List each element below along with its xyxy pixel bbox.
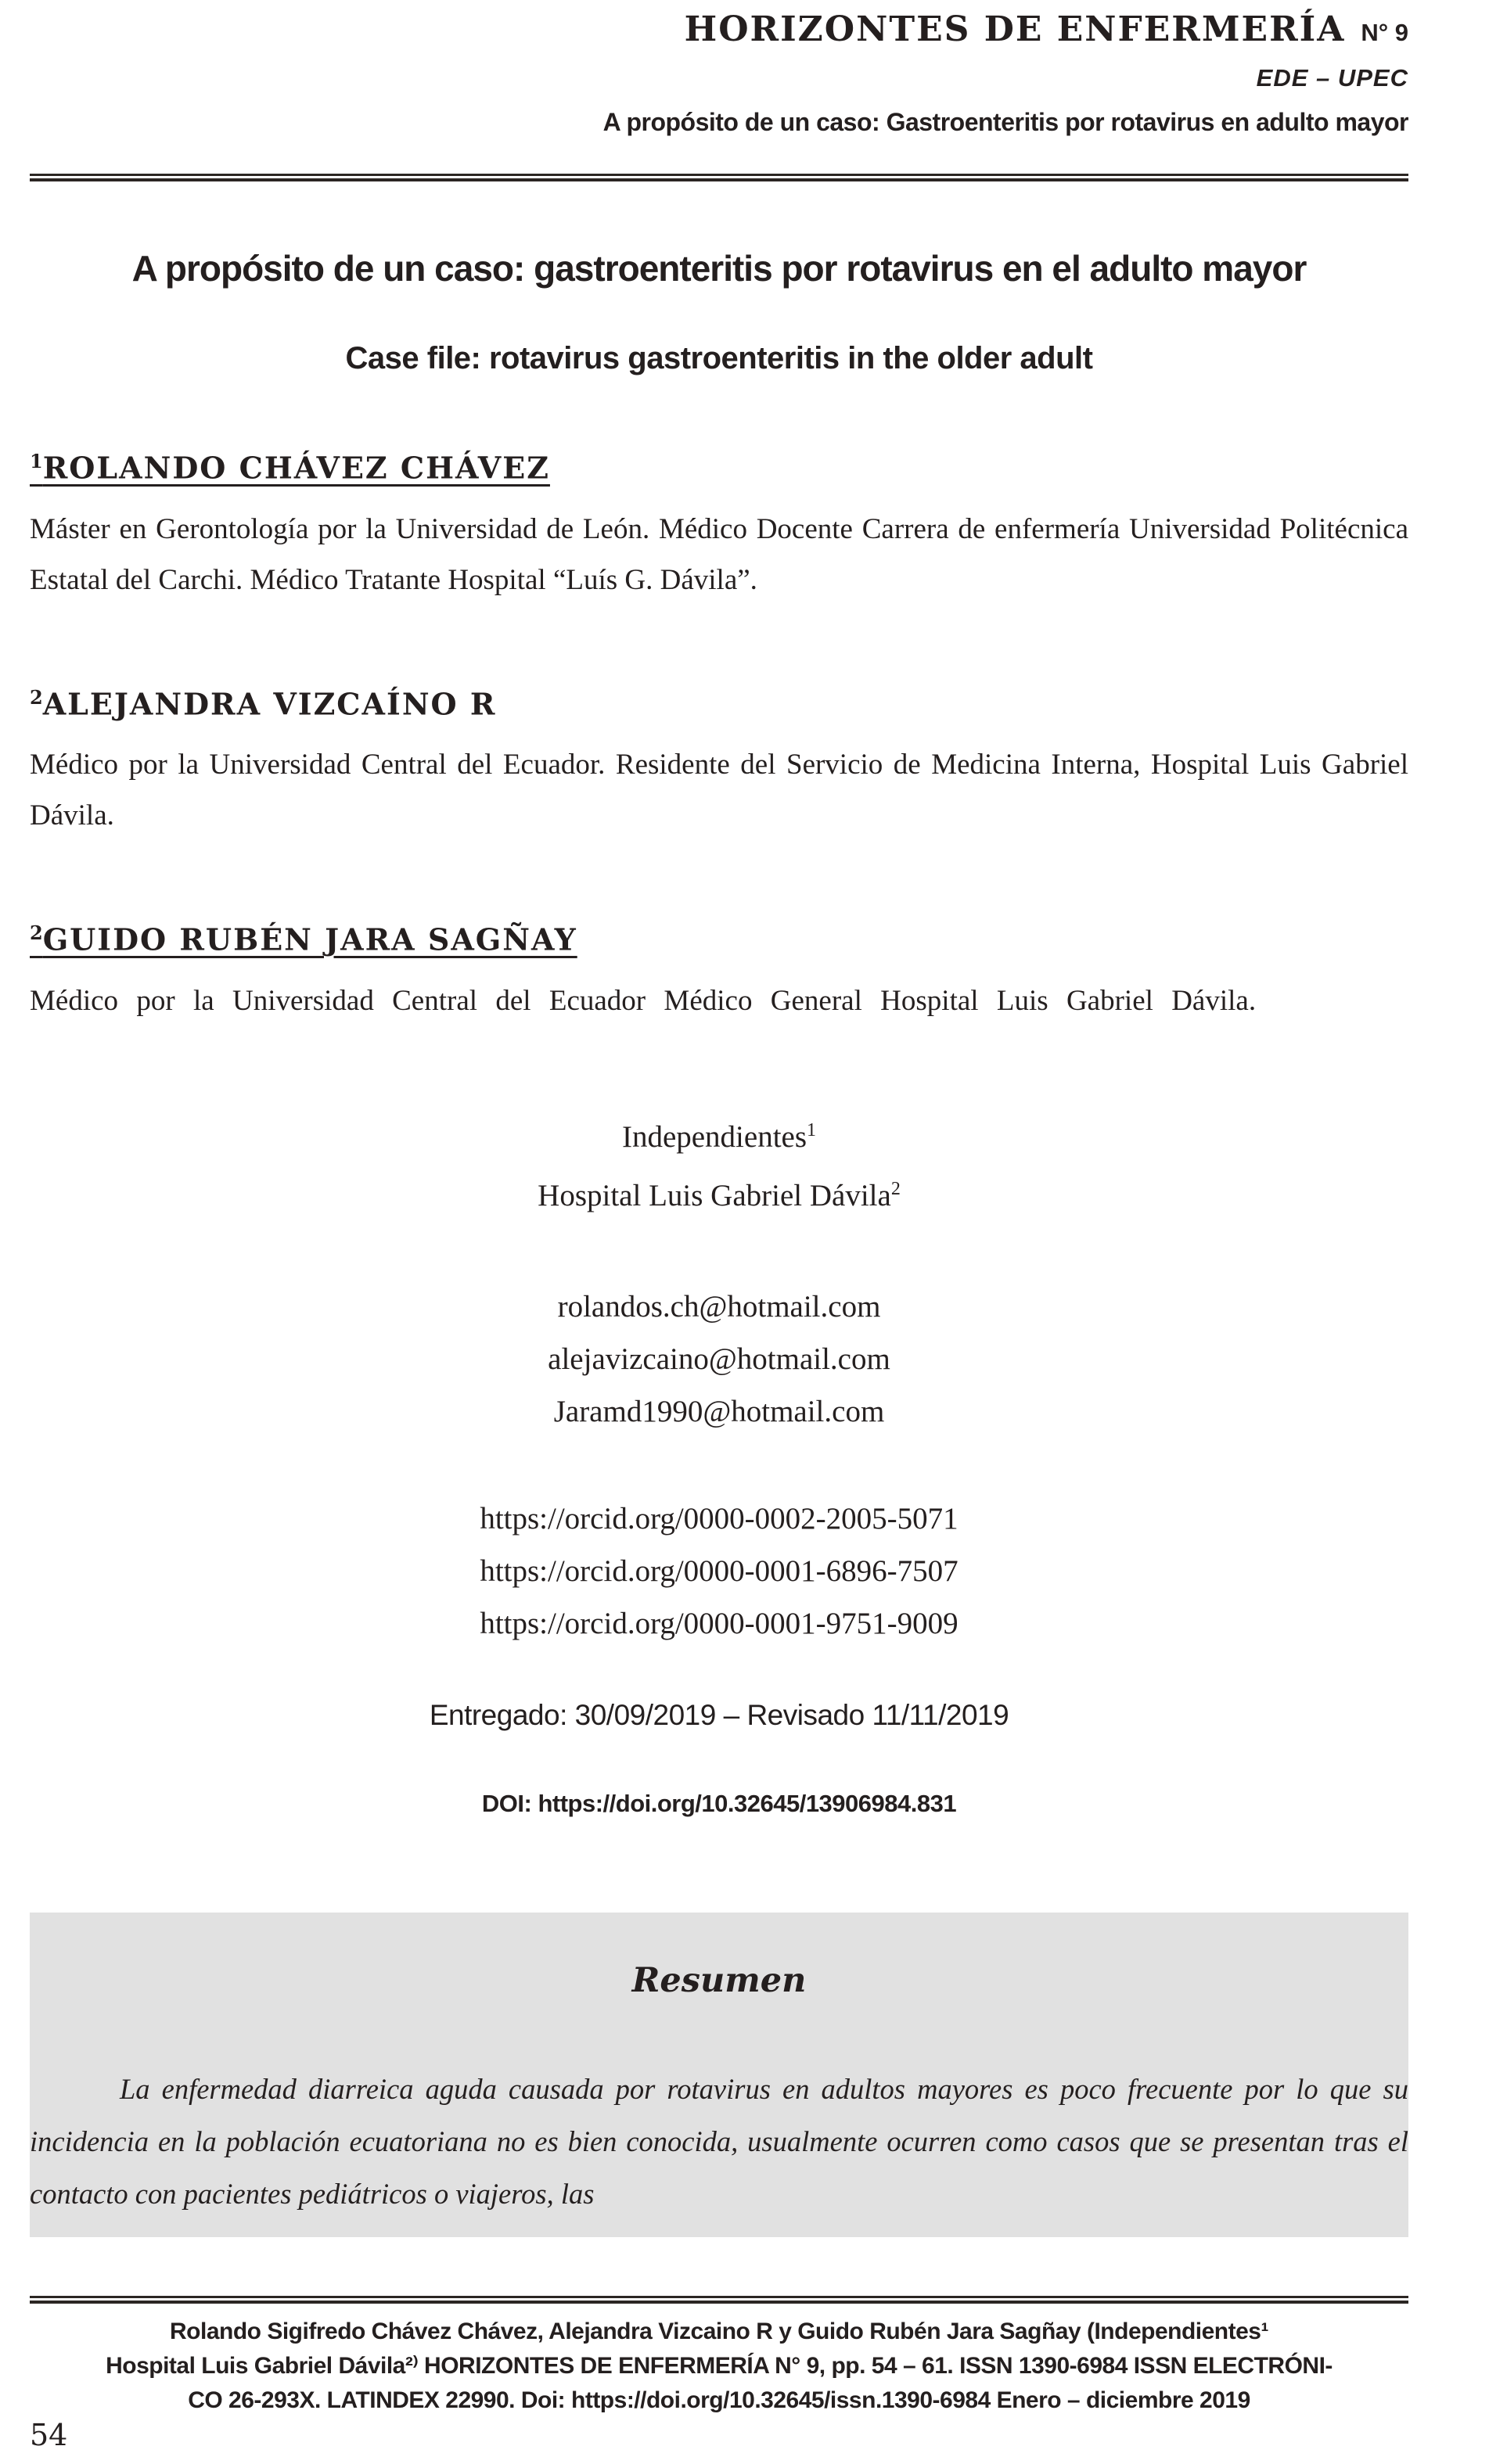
article-title-spanish: A propósito de un caso: gastroenteritis por rotavirus en el adulto mayor [131, 248, 1307, 289]
journal-organization: EDE – UPEC [1256, 64, 1408, 92]
doi-link[interactable]: DOI: https://doi.org/10.32645/13906984.831 [481, 1789, 957, 1817]
affiliation-line-1 [30, 1104, 1408, 1163]
author-bio-2: Médico por la Universidad Central del Ecuador. Residente del Servicio de Medicina Interna, Hospital Luis Gabriel Dávila. [30, 749, 1408, 832]
author-block-2 [30, 680, 1408, 842]
author-name-3 [30, 915, 1408, 958]
author-name-2 [30, 680, 1408, 723]
journal-title-line [30, 9, 1408, 58]
author-superscript-3: 2 [30, 921, 43, 945]
orcid-link-2[interactable]: https://orcid.org/0000-0001-6896-7507 [480, 1553, 958, 1588]
authors-section [30, 444, 1408, 1026]
author-superscript-1: 1 [30, 450, 43, 472]
submission-dates: Entregado: 30/09/2019 – Revisado 11/11/2019 [429, 1698, 1009, 1731]
author-name-text-1: ROLANDO CHÁVEZ CHÁVEZ [42, 450, 550, 486]
affiliation-superscript-2: 2 [890, 1178, 901, 1199]
author-bio-1: Máster en Gerontología por la Universidad de León. Médico Docente Carrera de enfermería Universidad Politécnica Estatal del Carchi. Médico Tratante Hospital “Luís G. Dávila”. [30, 512, 1408, 596]
author-block-3 [30, 915, 1408, 1026]
running-title: A propósito de un caso: Gastroenteritis por rotavirus en adulto mayor [602, 108, 1408, 136]
article-title-english: Case file: rotavirus gastroenteritis in the older adult [345, 341, 1093, 375]
footer-citation-line-3: CO 26-293X. LATINDEX 22990. Doi: https://doi.org/10.32645/issn.1390-6984 Enero – diciembre 2019 [188, 2387, 1250, 2413]
issue-number: N° 9 [1361, 19, 1408, 46]
page-number: 54 [30, 2418, 68, 2452]
author-block-1 [30, 444, 1408, 605]
author-orcids [30, 1492, 1408, 1650]
author-superscript-2: 2 [30, 685, 43, 709]
journal-header [30, 0, 1408, 138]
footer-divider [30, 2296, 1408, 2304]
footer-citation-line-2: Hospital Luis Gabriel Dávila²⁾ HORIZONTES DE ENFERMERÍA N° 9, pp. 54 – 61. ISSN 1390-6984 ISSN ELECTRÓNI- [106, 2352, 1333, 2379]
email-link-2[interactable]: alejavizcaino@hotmail.com [548, 1342, 890, 1376]
author-name-text-2: ALEJANDRA VIZCAÍNO R [42, 686, 497, 722]
email-link-3[interactable]: Jaramd1990@hotmail.com [553, 1394, 885, 1428]
author-emails [30, 1280, 1408, 1438]
footer-citation-line-1: Rolando Sigifredo Chávez Chávez, Alejandra Vizcaino R y Guido Rubén Jara Sagñay (Independientes¹ [170, 2318, 1268, 2344]
journal-name: HORIZONTES DE ENFERMERÍA [684, 9, 1346, 49]
affiliations [30, 1104, 1408, 1222]
orcid-link-3[interactable]: https://orcid.org/0000-0001-9751-9009 [480, 1606, 958, 1640]
footer-citation [30, 2315, 1408, 2418]
header-divider [30, 174, 1408, 181]
abstract-heading: Resumen [631, 1960, 807, 2000]
author-bio-3: Médico por la Universidad Central del Ecuador Médico General Hospital Luis Gabriel Dávila. [30, 984, 1257, 1017]
author-name-text-3: GUIDO RUBÉN JARA SAGÑAY [42, 921, 577, 957]
affiliation-label-1: Independientes [621, 1119, 807, 1154]
affiliation-label-2: Hospital Luis Gabriel Dávila [538, 1178, 891, 1212]
orcid-link-1[interactable]: https://orcid.org/0000-0002-2005-5071 [480, 1501, 958, 1536]
abstract-box [30, 1913, 1408, 2237]
abstract-text: La enfermedad diarreica aguda causada por rotavirus en adultos mayores es poco frecuente por lo que su incidencia en la población ecuatoriana no es bien conocida, usualmente ocurren como casos que se presentan tras el contacto con pacientes pediátricos o viajeros, las [30, 2072, 1408, 2210]
affiliation-line-2 [30, 1163, 1408, 1222]
affiliation-superscript-1: 1 [807, 1119, 817, 1140]
author-name-1 [30, 444, 1408, 487]
email-link-1[interactable]: rolandos.ch@hotmail.com [557, 1289, 881, 1324]
